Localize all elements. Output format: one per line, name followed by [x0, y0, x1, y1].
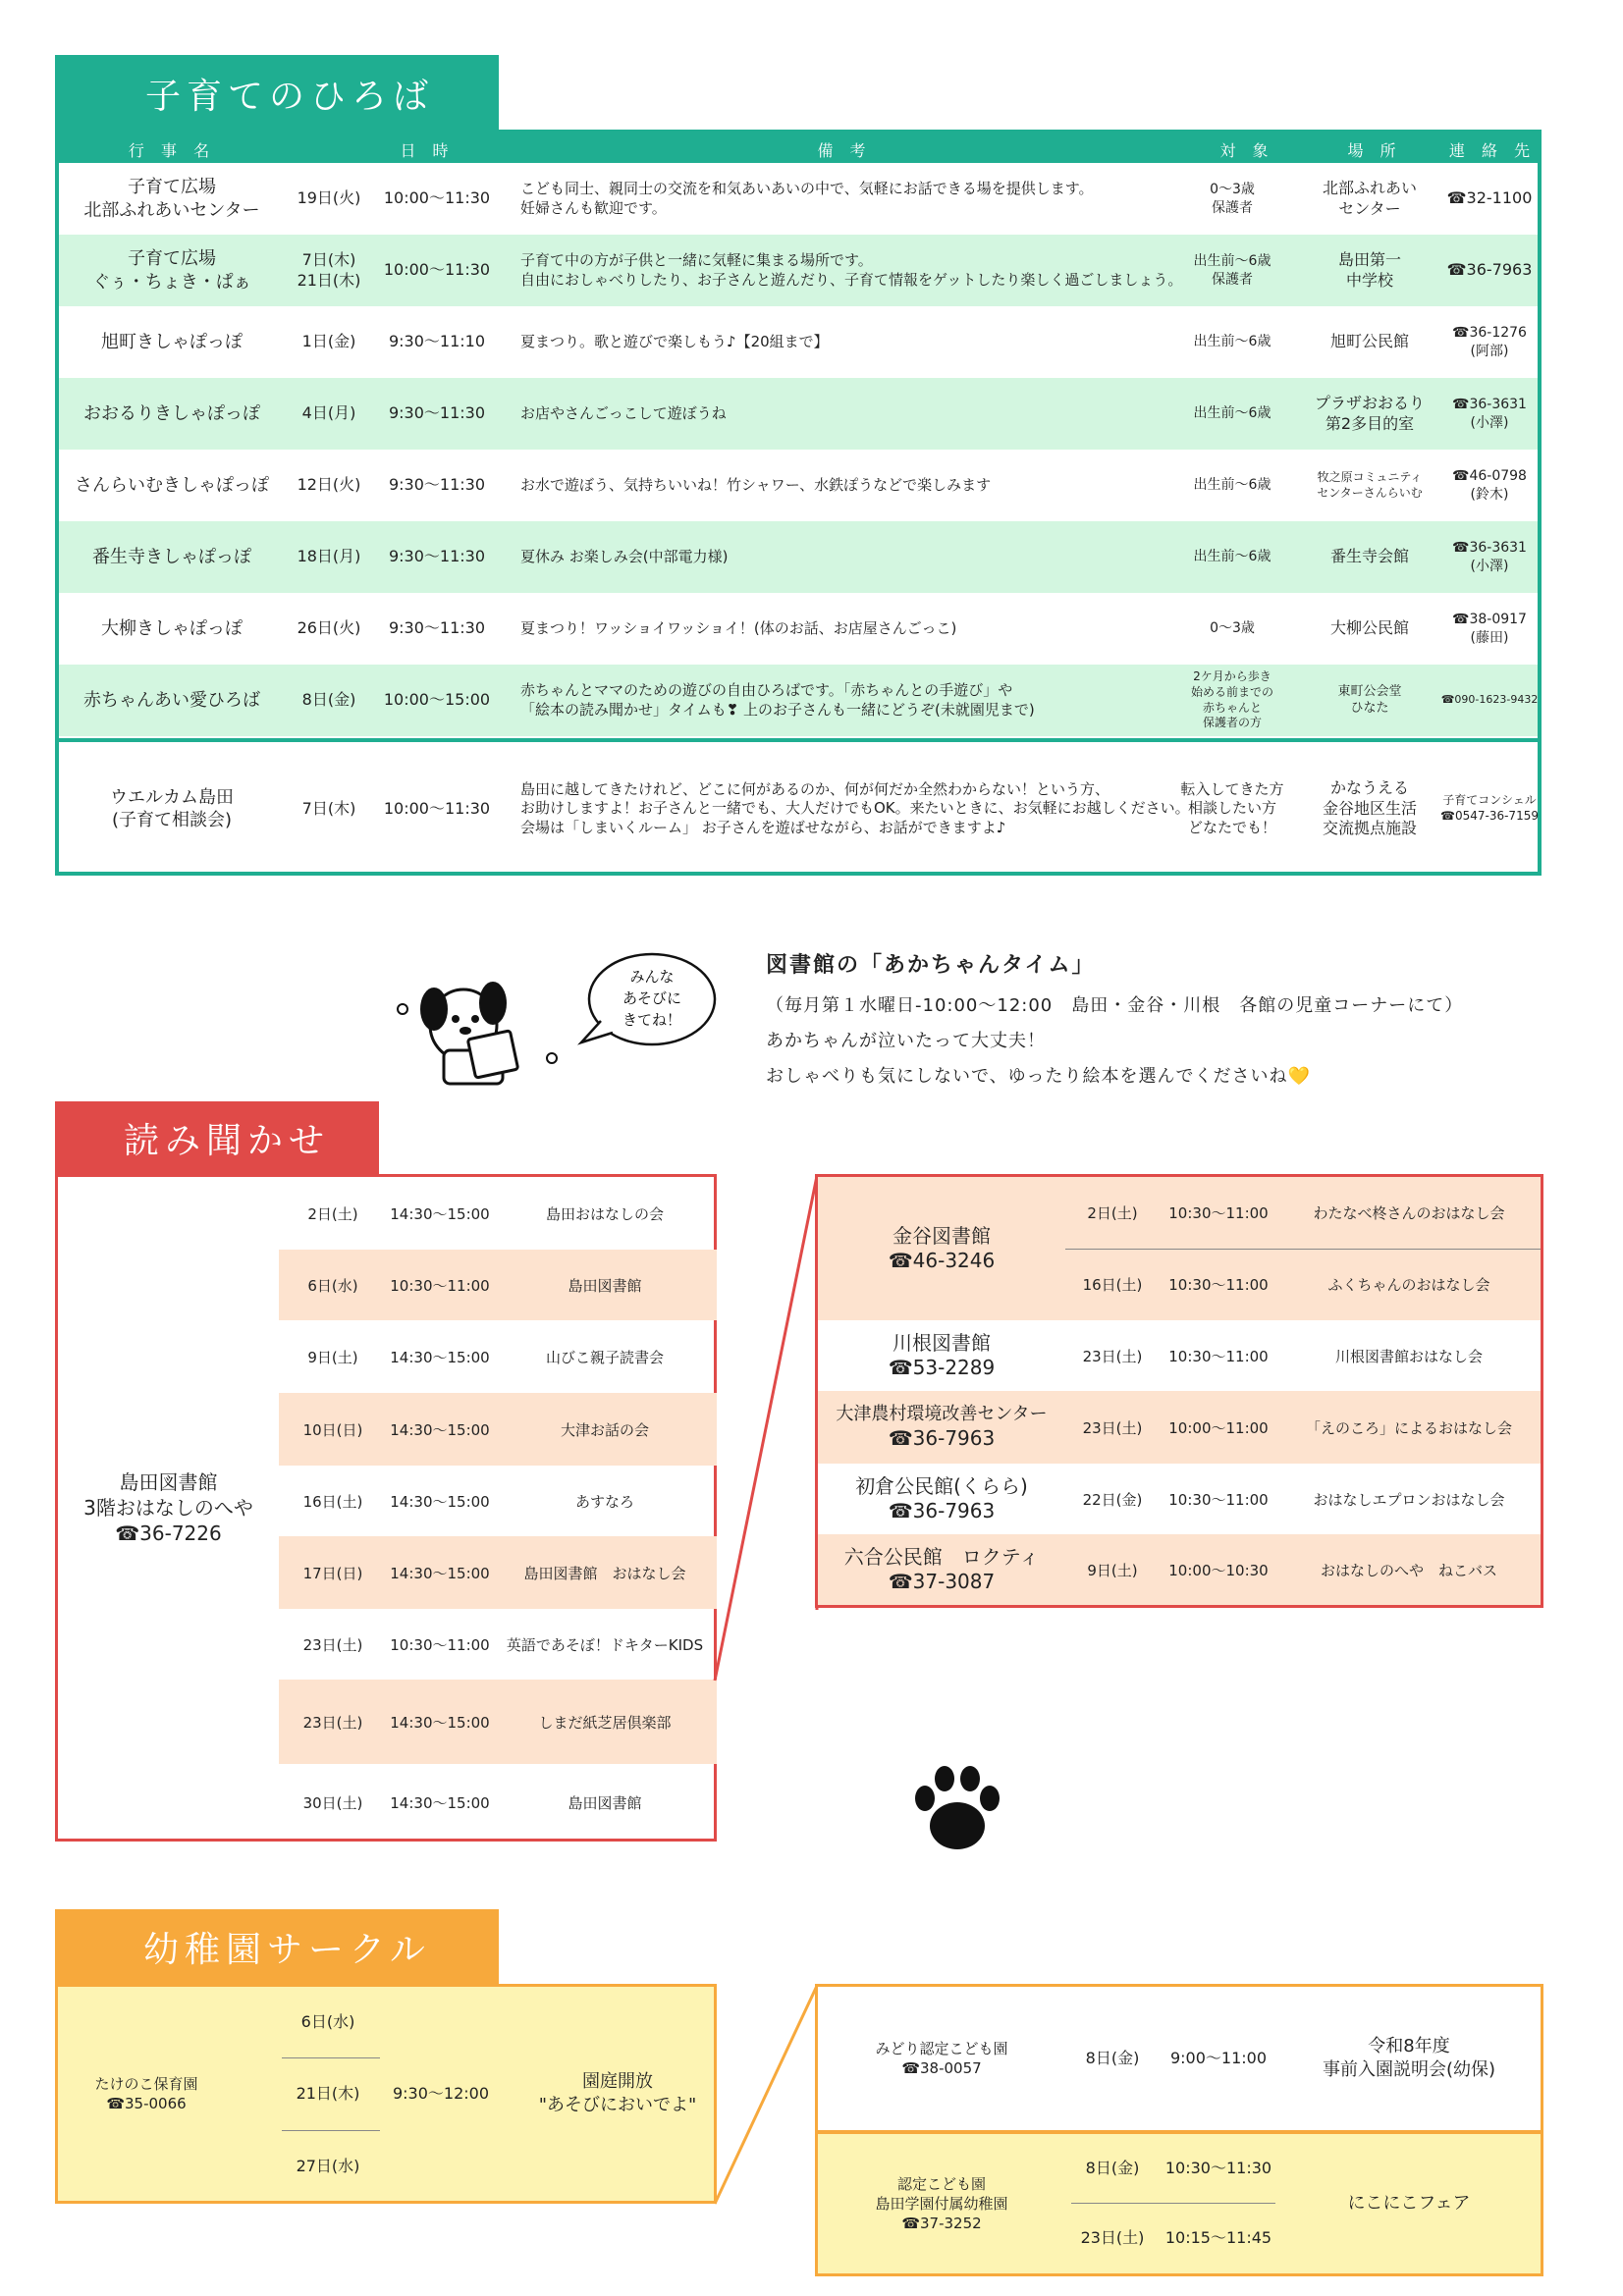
- bubble-line-3: きてね！: [622, 1011, 682, 1029]
- session: [1065, 1391, 1541, 1464]
- time-1: 10:30～11:30: [1164, 2159, 1272, 2178]
- event-place: 牧之原コミュニティ センターさんらいむ: [1317, 469, 1423, 500]
- event-time: 14:30～15:00: [390, 1420, 490, 1439]
- event-day: 9日(土): [1087, 1561, 1138, 1579]
- bubble-line-1: みんな: [629, 968, 675, 986]
- event-name: 島田図書館 おはなし会: [523, 1564, 686, 1582]
- event-time: 10:00～15:00: [383, 690, 491, 710]
- event-target: 2ケ月から歩き 始める前までの 赤ちゃんと 保護者の方: [1190, 669, 1273, 730]
- event-place: 東町公会堂 ひなた: [1337, 683, 1402, 716]
- session: [1065, 1464, 1541, 1534]
- event-day: 23日(土): [302, 1635, 363, 1654]
- library-title: 図書館の「あかちゃんタイム」: [766, 953, 1096, 978]
- session: [1065, 1177, 1541, 1249]
- library-place: [818, 1391, 1065, 1464]
- connector-lines: [713, 1174, 819, 1684]
- place-name: 島田図書館: [119, 1470, 218, 1494]
- event: 令和8年度 事前入園説明会(幼保): [1322, 2035, 1496, 2080]
- place-tel: ☎37-3087: [888, 1570, 996, 1593]
- event-time: 10:00～11:30: [383, 260, 491, 280]
- event-day: 7日(木) 21日(木): [297, 249, 361, 290]
- kinder-table-left: [55, 1984, 717, 2204]
- event-day: 2日(土): [1087, 1204, 1138, 1222]
- section-title-kinder: 幼稚園サークル: [55, 1909, 499, 1984]
- event-time: 9:30～11:30: [388, 547, 486, 566]
- event-tel: ☎090-1623-9432: [1440, 693, 1539, 707]
- library-place: [818, 1464, 1065, 1534]
- day-1: 6日(水): [300, 2012, 355, 2032]
- event-time: 14:30～15:00: [390, 1564, 490, 1582]
- bubble-line-2: あそびに: [622, 989, 682, 1007]
- table-row: [818, 1391, 1541, 1464]
- event-time: 10:30～11:00: [1168, 1276, 1269, 1294]
- header-target: 対 象: [1219, 141, 1274, 160]
- table-row: [279, 1609, 717, 1680]
- event-tel: ☎38-0917 (藤田): [1452, 612, 1527, 646]
- table-row: [59, 450, 1538, 521]
- table-row: [59, 306, 1538, 378]
- event-day: 23日(土): [1082, 1347, 1143, 1365]
- event-time: 9:30～11:30: [388, 475, 486, 495]
- event-name: 大津お話の会: [560, 1420, 649, 1439]
- event-time: 10:30～11:00: [1168, 1347, 1269, 1365]
- event-place: かなうえる 金谷地区生活 交流拠点施設: [1322, 777, 1417, 838]
- event-time: 14:30～15:00: [390, 1713, 490, 1732]
- event-target: 出生前～6歳 保護者: [1193, 253, 1271, 288]
- event-name: 英語であそぼ！ドキターKIDS: [506, 1635, 704, 1654]
- event-day: 12日(火): [297, 475, 361, 495]
- table-row: [279, 1466, 717, 1536]
- day-3: 27日(水): [296, 2157, 360, 2176]
- event-note: 子育て中の方が子供と一緒に気軽に集まる場所です。 自由におしゃべりしたり、お子さんと遊んだり、子育て情報をゲットしたり楽しく過ごしましょう。: [520, 251, 1183, 289]
- table-row-welcome: [59, 742, 1538, 876]
- event-name: おはなしのへや ねこバス: [1320, 1561, 1497, 1579]
- midori-place: みどり認定こども園 ☎38-0057: [875, 2039, 1008, 2077]
- event-day: 26日(火): [297, 618, 361, 638]
- event-time: 9:30～11:10: [388, 332, 486, 351]
- event-place: 番生寺会館: [1329, 547, 1409, 566]
- place-tel: ☎36-7226: [115, 1522, 222, 1545]
- event-day: 23日(土): [1082, 1418, 1143, 1437]
- session: [1065, 1534, 1541, 1605]
- event-name: 山びこ親子読書会: [545, 1348, 664, 1366]
- hiroba-table: [55, 130, 1542, 876]
- event-target: 出生前～6歳: [1193, 477, 1271, 494]
- place-tel: ☎36-7963: [888, 1499, 996, 1522]
- table-row: [279, 1320, 717, 1393]
- table-row: [279, 1764, 717, 1841]
- header-place: 場 所: [1347, 141, 1402, 160]
- event-day: 10日(日): [302, 1420, 363, 1439]
- table-row: [59, 593, 1538, 665]
- event-note: 夏まつり！ワッショイワッショイ！(体のお話、お店屋さんごっこ): [520, 618, 957, 637]
- event-note: 夏まつり。歌と遊びで楽しもう♪【20組まで】: [520, 332, 829, 350]
- library-place: [818, 1177, 1065, 1320]
- shimada-gakuen-place: 認定こども園 島田学園付属幼稚園 ☎37-3252: [875, 2174, 1008, 2233]
- dog-ear-icon: [420, 988, 448, 1031]
- event-time: 10:30～11:00: [390, 1635, 490, 1654]
- kinder-table-right: [815, 1984, 1543, 2276]
- event-name: 島田おはなしの会: [545, 1204, 664, 1223]
- day: 8日(金): [1085, 2049, 1140, 2068]
- event-tel: ☎32-1100: [1446, 188, 1533, 208]
- yomi-table-shimada: [55, 1174, 717, 1842]
- event-day: 22日(金): [1082, 1490, 1143, 1509]
- event-tel: 子育てコンシェル ☎0547-36-7159: [1440, 793, 1539, 823]
- event-name: 赤ちゃんあい愛ひろば: [83, 689, 260, 711]
- place-name: 川根図書館: [893, 1331, 991, 1355]
- event-time: 10:30～11:00: [1168, 1490, 1269, 1509]
- day-2: 23日(土): [1080, 2228, 1145, 2248]
- library-place: [818, 1320, 1065, 1391]
- event-day: 9日(土): [307, 1348, 358, 1366]
- header-contact: 連 絡 先: [1448, 141, 1537, 160]
- place-name: 大津農村環境改善センター: [836, 1404, 1048, 1425]
- event-place: 北部ふれあい センター: [1322, 178, 1417, 218]
- event-tel: ☎36-3631 (小澤): [1452, 397, 1527, 431]
- table-row: [59, 235, 1538, 306]
- event-note: 夏休み お楽しみ会(中部電力様): [520, 547, 729, 565]
- table-row: [279, 1680, 717, 1764]
- day-2: 21日(木): [296, 2084, 360, 2104]
- event-name: 大柳きしゃぽっぽ: [101, 617, 243, 639]
- event-note: こども同士、親同士の交流を和気あいあいの中で、気軽にお話できる場を提供します。 妊婦さんも歓迎です。: [520, 180, 1094, 217]
- place-tel: ☎35-0066: [106, 2095, 187, 2112]
- table-row: [59, 163, 1538, 235]
- event-name: わたなべ柊さんのおはなし会: [1313, 1204, 1505, 1222]
- event-time: 9:30～11:30: [388, 403, 486, 423]
- place-room: 3階おはなしのへや: [83, 1496, 253, 1520]
- event-target: 出生前～6歳: [1193, 549, 1271, 565]
- event-name: しまだ紙芝居倶楽部: [538, 1713, 672, 1732]
- time-2: 10:15～11:45: [1164, 2228, 1272, 2248]
- header-note: 備 考: [817, 141, 872, 160]
- table-row: [59, 665, 1538, 736]
- event-tel: ☎36-3631 (小澤): [1452, 540, 1527, 574]
- event-time: 10:00～11:00: [1168, 1418, 1269, 1437]
- place-name: 金谷図書館: [893, 1224, 991, 1248]
- event-name: 「えのころ」によるおはなし会: [1305, 1418, 1512, 1437]
- table-row: [818, 1177, 1541, 1320]
- event-name: 島田図書館: [568, 1276, 642, 1295]
- event-target: 0～3歳 保護者: [1210, 182, 1255, 216]
- event-name: あすなろ: [574, 1492, 634, 1511]
- event-note: 島田に越してきたけれど、どこに何があるのか、何が何だか全然わからない！という方、 お助けしますよ！お子さんと一緒でも、大人だけでもOK。来たいときに、お気軽にお越しください。 会場は「しまいくルーム」 お子さんを遊ばせながら、お話ができますよ♪: [520, 779, 1190, 836]
- event-time: 10:00～10:30: [1168, 1561, 1269, 1579]
- table-row: [279, 1177, 717, 1250]
- event-name: 子育て広場 北部ふれあいセンター: [83, 177, 260, 221]
- library-line-1: （毎月第１水曜日-10:00～12:00 島田・金谷・川根 各館の児童コーナーにて）: [766, 995, 1464, 1016]
- event-day: 6日(水): [307, 1276, 358, 1295]
- event-day: 19日(火): [297, 188, 361, 208]
- event-place: 島田第一 中学校: [1337, 249, 1401, 290]
- event-note: お水で遊ぼう、気持ちいいね！竹シャワー、水鉄ぽうなどで楽しみます: [520, 475, 992, 494]
- place-name: たけのこ保育園: [94, 2074, 198, 2093]
- dog-reading-illustration: [395, 940, 719, 1088]
- table-row: [279, 1250, 717, 1320]
- event-note: お店やさんごっこして遊ぼうね: [520, 403, 727, 422]
- connector-lines-kinder: [713, 1984, 819, 2278]
- event-name: 旭町きしゃぽっぽ: [101, 331, 243, 352]
- place-name: 六合公民館 ロクティ: [843, 1545, 1040, 1569]
- library-place: [818, 1534, 1065, 1605]
- event-day: 16日(土): [1082, 1276, 1143, 1294]
- event-place: 大柳公民館: [1329, 618, 1409, 638]
- event-day: 8日(金): [301, 690, 356, 710]
- section-title-yomi: 読み聞かせ: [55, 1101, 379, 1174]
- event-time: 14:30～15:00: [390, 1492, 490, 1511]
- table-row: [818, 1464, 1541, 1534]
- table-header: [59, 133, 1538, 163]
- takenoko-place: [58, 1987, 235, 2201]
- event-place: 旭町公民館: [1329, 332, 1409, 351]
- event-time: 9:30～11:30: [388, 618, 486, 638]
- event-day: 23日(土): [302, 1713, 363, 1732]
- place-tel: ☎46-3246: [888, 1249, 996, 1272]
- table-row: [279, 1393, 717, 1466]
- event-day: 2日(土): [307, 1204, 358, 1223]
- table-row: [59, 521, 1538, 593]
- time: 9:00～11:00: [1169, 2049, 1268, 2068]
- event-day: 17日(日): [302, 1564, 363, 1582]
- table-row: [818, 2134, 1541, 2273]
- event-name: 番生寺きしゃぽっぽ: [92, 546, 251, 567]
- event-name: 子育て広場 ぐぅ・ちょき・ぱぁ: [92, 248, 251, 293]
- event-name: 島田図書館: [568, 1793, 642, 1812]
- event: 園庭開放 "あそびにおいでよ": [538, 2070, 697, 2115]
- shimada-library-place: [58, 1177, 279, 1839]
- event-day: 4日(月): [301, 403, 356, 423]
- event-time: 14:30～15:00: [390, 1793, 490, 1812]
- day-1: 8日(金): [1085, 2159, 1140, 2178]
- event-time: 14:30～15:00: [390, 1348, 490, 1366]
- event-target: 転入してきた方 相談したい方 どなたでも！: [1180, 779, 1284, 836]
- table-row: [818, 1987, 1541, 2130]
- event-name: ふくちゃんのおはなし会: [1327, 1276, 1490, 1294]
- session: [1065, 1249, 1541, 1320]
- place-tel: ☎53-2289: [888, 1356, 996, 1379]
- event-tel: ☎36-7963: [1446, 260, 1533, 280]
- event-day: 18日(月): [297, 547, 361, 566]
- event-name: おはなしエプロンおはなし会: [1313, 1490, 1505, 1509]
- event-target: 0～3歳: [1210, 620, 1255, 637]
- event-name: さんらいむきしゃぽっぽ: [75, 474, 269, 496]
- event-time: 14:30～15:00: [390, 1204, 490, 1223]
- event-tel: ☎46-0798 (鈴木): [1452, 468, 1527, 503]
- place-name: 初倉公民館(くらら): [855, 1474, 1028, 1498]
- table-row: [279, 1536, 717, 1609]
- section-title-hiroba: 子育てのひろば: [55, 55, 499, 132]
- header-name: 行 事 名: [128, 141, 216, 160]
- event-day: 1日(金): [301, 332, 356, 351]
- session: [1065, 1320, 1541, 1391]
- paw-print-icon: [903, 1757, 1011, 1865]
- event-name: 川根図書館おはなし会: [1334, 1347, 1483, 1365]
- event-tel: ☎36-1276 (阿部): [1452, 325, 1527, 359]
- table-row: [818, 1320, 1541, 1391]
- event-time: 10:30～11:00: [1168, 1204, 1269, 1222]
- event-name: おおるりきしゃぽっぽ: [83, 402, 260, 424]
- yomi-table-other-libraries: [815, 1174, 1543, 1608]
- event: にこにこフェア: [1347, 2192, 1471, 2214]
- event-day: 7日(木): [301, 798, 356, 818]
- event-target: 出生前～6歳: [1193, 405, 1271, 422]
- library-line-3: おしゃべりも気にしないで、ゆったり絵本を選んでくださいね💛: [766, 1066, 1311, 1087]
- library-line-2: あかちゃんが泣いたって大丈夫！: [766, 1031, 1046, 1051]
- event-day: 30日(土): [302, 1793, 363, 1812]
- event-target: 出生前～6歳: [1193, 334, 1271, 350]
- event-time: 10:30～11:00: [390, 1276, 490, 1295]
- event-note: 赤ちゃんとママのための遊びの自由ひろばです。「赤ちゃんとの手遊び」や 「絵本の読み聞かせ」タイムも❣ 上のお子さんも一緒にどうぞ(未就園児まで): [520, 681, 1035, 719]
- event-time: 10:00～11:30: [383, 798, 491, 818]
- event-place: プラザおおるり 第2多目的室: [1314, 393, 1425, 433]
- event-name: ウエルカム島田 (子育て相談会): [110, 786, 234, 830]
- table-row: [818, 1534, 1541, 1605]
- place-tel: ☎36-7963: [888, 1425, 996, 1450]
- event-day: 16日(土): [302, 1492, 363, 1511]
- header-date: 日 時: [400, 141, 455, 160]
- event-time: 10:00～11:30: [383, 188, 491, 208]
- table-row: [59, 378, 1538, 450]
- time: 9:30～12:00: [392, 2084, 490, 2104]
